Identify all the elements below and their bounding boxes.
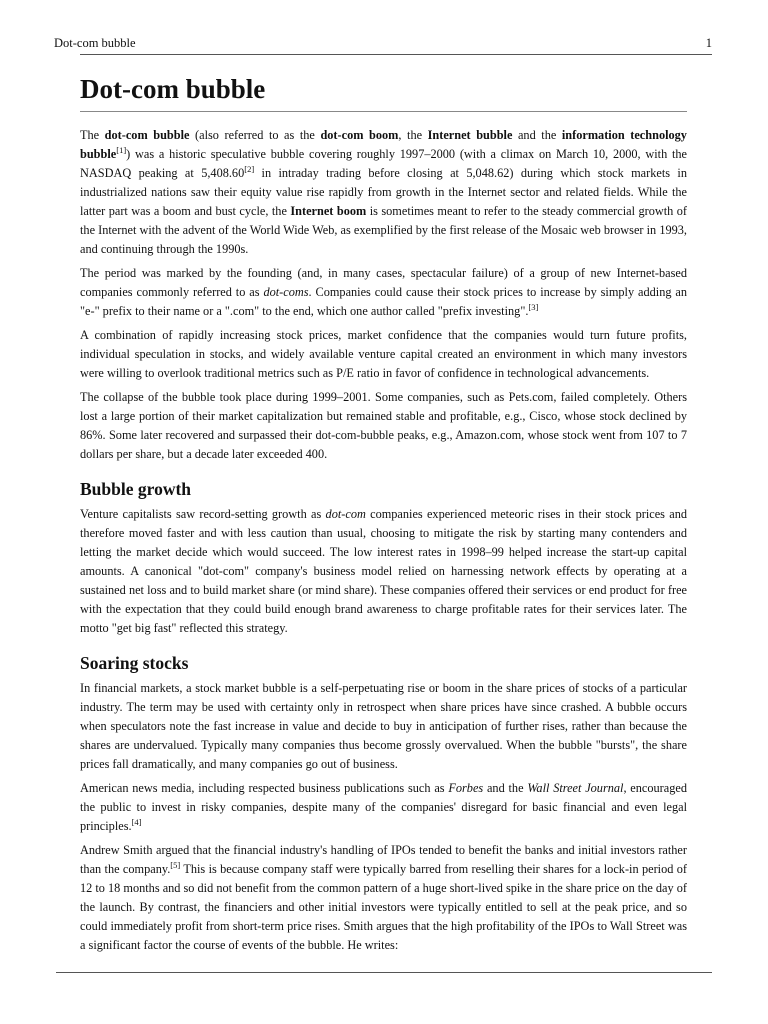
term-dot-com-boom: dot-com boom — [320, 128, 399, 142]
article-title: Dot-com bubble — [80, 70, 687, 112]
page-number: 1 — [705, 36, 712, 50]
text: companies experienced meteoric rises in their stock prices and therefore moved faster and with less caution than usual, choosing to mitigate the risk by starting many contenders and letting the market decide which would succeed. The low interest rates in 1998–99 helped increase the start-up capital amounts. A canonical "dot-com" company's business model relied on harnessing network effects by operating at a sustained net loss and to build market share (or mind share). These companies offered their services or end product for free with the expectation that they could build enough brand awareness to charge profitable rates for their services later. The motto "get big fast" reflected this strategy. — [80, 507, 687, 635]
text: The — [80, 128, 105, 142]
citation-link[interactable]: [3] — [528, 302, 539, 312]
term-dot-coms: dot-coms — [263, 285, 309, 299]
paragraph-venture — [80, 505, 687, 638]
publication-forbes: Forbes — [448, 781, 484, 795]
article-body — [80, 70, 687, 960]
text: The period was marked by the founding (and, in many cases, spectacular failure) of a group of new Internet-based companies commonly referred to as — [80, 266, 687, 299]
term-internet-boom: Internet boom — [290, 204, 367, 218]
text: Venture capitalists saw record-setting growth as — [80, 507, 326, 521]
text: This is because company staff were typically barred from reselling their shares for a lock-in period of 12 to 18 months and so did not benefit from the common pattern of a huge short-lived spike in the share price on the day of the launch. By contrast, the financiers and other initial investors were typically entitled to sell at the peak price, and so could immediately profit from short-term price rises. Smith argues that the high profitability of the IPOs to Wall Street was a significant factor the course of events of the bubble. He writes: — [80, 862, 687, 952]
term-dot-com-bubble: dot-com bubble — [104, 128, 190, 142]
text: in intraday trading before closing at 5,048.62) during which stock markets in industrialized nations saw their equity value rise rapidly from growth in the Internet sector and related fields. While the latter part was a boom and bust cycle, the — [80, 166, 687, 218]
paragraph-financial-markets: In financial markets, a stock market bubble is a self-perpetuating rise or boom in the share prices of stocks of a particular industry. The term may be used with certainty only in retrospect when share prices have since crashed. A bubble occurs when speculators note the fast increase in value and decide to buy in anticipation of further rises, rather than because the shares are undervalued. Typically many companies thus become grossly overvalued. When the bubble "bursts", the share prices fall dramatically, and many companies go out of business. — [80, 681, 687, 771]
text: , the — [398, 128, 428, 142]
paragraph-collapse: The collapse of the bubble took place during 1999–2001. Some companies, such as Pets.com, failed completely. Others lost a large portion of their market capitalization but remained stable and profitable, e.g., Cisco, whose stock declined by 86%. Some later recovered and surpassed their dot-com-bubble peaks, e.g., Amazon.com, whose stock went from 107 to 7 dollars per share, but a decade later exceeded 400. — [80, 390, 687, 461]
paragraph-combination: A combination of rapidly increasing stock prices, market confidence that the companies would turn future profits, individual speculation in stocks, and widely available venture capital created an environment in which many investors were willing to overlook traditional metrics such as P/E ratio in favor of confidence in technological advancements. — [80, 328, 687, 380]
citation-link[interactable]: [1] — [116, 145, 127, 155]
term-it-bubble: information technology bubble — [80, 128, 687, 161]
running-header-title: Dot-com bubble — [54, 36, 136, 50]
paragraph-news-media — [80, 779, 687, 836]
text: . Companies could cause their stock prices to increase by simply adding an "e-" prefix to their name or a ".com" to the end, which one author called "prefix investing". — [80, 285, 688, 318]
text: ) was a historic speculative bubble covering roughly 1997–2000 (with a climax on March 10, 2000, with the NASDAQ peaking at 5,408.60 — [80, 147, 687, 180]
term-dot-com: dot-com — [325, 507, 366, 521]
publication-wsj: Wall Street Journal — [527, 781, 624, 795]
footer-rule — [56, 972, 712, 973]
text: (also referred to as the — [189, 128, 321, 142]
section-heading-bubble-growth: Bubble growth — [80, 479, 192, 499]
citation-link[interactable]: [4] — [131, 817, 142, 827]
text: and the — [512, 128, 562, 142]
text: Andrew Smith argued that the financial industry's handling of IPOs tended to benefit the banks and initial investors rather than the company. — [80, 843, 687, 876]
citation-link[interactable]: [2] — [244, 164, 255, 174]
text: , encouraged the public to invest in risky companies, despite many of the companies' disregard for basic financial and even legal principles. — [80, 781, 687, 833]
paragraph-andrew-smith — [80, 841, 687, 955]
term-internet-bubble: Internet bubble — [427, 128, 513, 142]
text: is sometimes meant to refer to the steady commercial growth of the Internet with the advent of the World Wide Web, as exemplified by the first release of the Mosaic web browser in 1993, and continuing through the 1990s. — [80, 204, 687, 256]
text: American news media, including respected business publications such as — [80, 781, 449, 795]
text: and the — [483, 781, 528, 795]
running-header — [54, 36, 712, 55]
citation-link[interactable]: [5] — [170, 860, 181, 870]
section-heading-soaring-stocks: Soaring stocks — [80, 653, 189, 673]
paragraph-dot-coms — [80, 264, 687, 321]
paragraph-intro — [80, 126, 687, 259]
